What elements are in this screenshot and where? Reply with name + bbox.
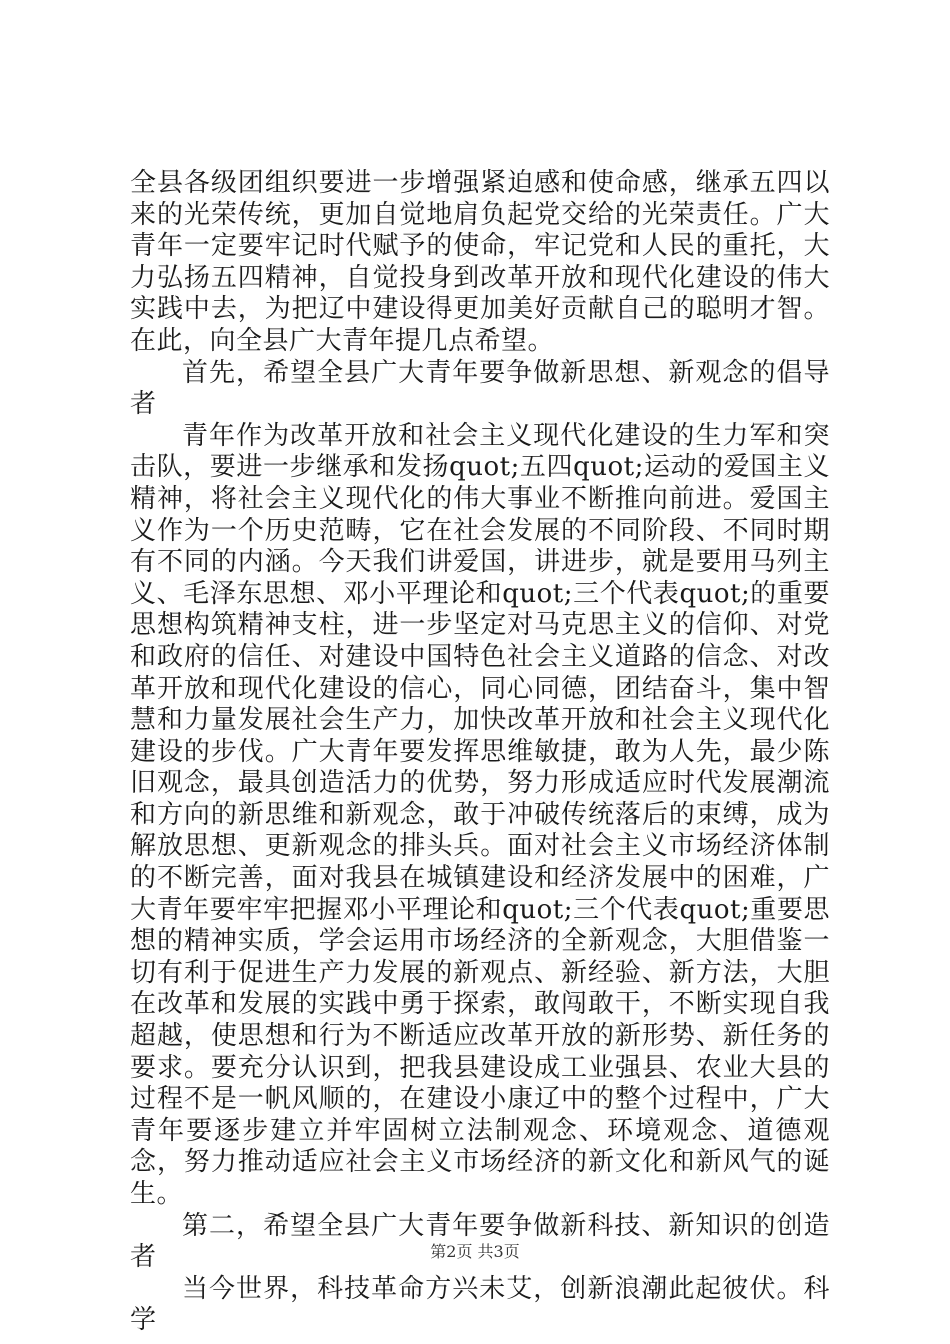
heading-first-hope: 首先，希望全县广大青年要争做新思想、新观念的倡导者 (130, 357, 830, 420)
page-number-footer: 第2页 共3页 (430, 1242, 520, 1261)
document-body (130, 168, 830, 1337)
paragraph-intro: 全县各级团组织要进一步增强紧迫感和使命感，继承五四以来的光荣传统，更加自觉地肩负起党交给的光荣责任。广大青年一定要牢记时代赋予的使命，牢记党和人民的重托，大力弘扬五四精神，自觉投身到改革开放和现代化建设的伟大实践中去，为把辽中建设得更加美好贡献自己的聪明才智。在此，向全县广大青年提几点希望。 (130, 168, 830, 356)
paragraph-second-hope: 当今世界，科技革命方兴未艾，创新浪潮此起彼伏。科学 (130, 1273, 830, 1336)
heading-second-hope: 第二，希望全县广大青年要争做新科技、新知识的创造者 (130, 1210, 830, 1273)
paragraph-first-hope: 青年作为改革开放和社会主义现代化建设的生力军和突击队，要进一步继承和发扬quot;五四quot;运动的爱国主义精神，将社会主义现代化的伟大事业不断推向前进。爱国主义作为一个历史范畴，它在社会发展的不同阶段、不同时期有不同的内涵。今天我们讲爱国，讲进步，就是要用马列主义、毛泽东思想、邓小平理论和quot;三个代表quot;的重要思想构筑精神支柱，进一步坚定对马克思主义的信仰、对党和政府的信任、对建设中国特色社会主义道路的信念、对改革开放和现代化建设的信心，同心同德，团结奋斗，集中智慧和力量发展社会生产力，加快改革开放和社会主义现代化建设的步伐。广大青年要发挥思维敏捷，敢为人先，最少陈旧观念，最具创造活力的优势，努力形成适应时代发展潮流和方向的新思维和新观念，敢于冲破传统落后的束缚，成为解放思想、更新观念的排头兵。面对社会主义市场经济体制的不断完善，面对我县在城镇建设和经济发展中的困难，广大青年要牢牢把握邓小平理论和quot;三个代表quot;重要思想的精神实质，学会运用市场经济的全新观念，大胆借鉴一切有利于促进生产力发展的新观点、新经验、新方法，大胆在改革和发展的实践中勇于探索，敢闯敢干，不断实现自我超越，使思想和行为不断适应改革开放的新形势、新任务的要求。要充分认识到，把我县建设成工业强县、农业大县的过程不是一帆风顺的，在建设小康辽中的整个过程中，广大青年要逐步建立并牢固树立法制观念、环境观念、道德观念，努力推动适应社会主义市场经济的新文化和新风气的诞生。 (130, 420, 830, 1209)
